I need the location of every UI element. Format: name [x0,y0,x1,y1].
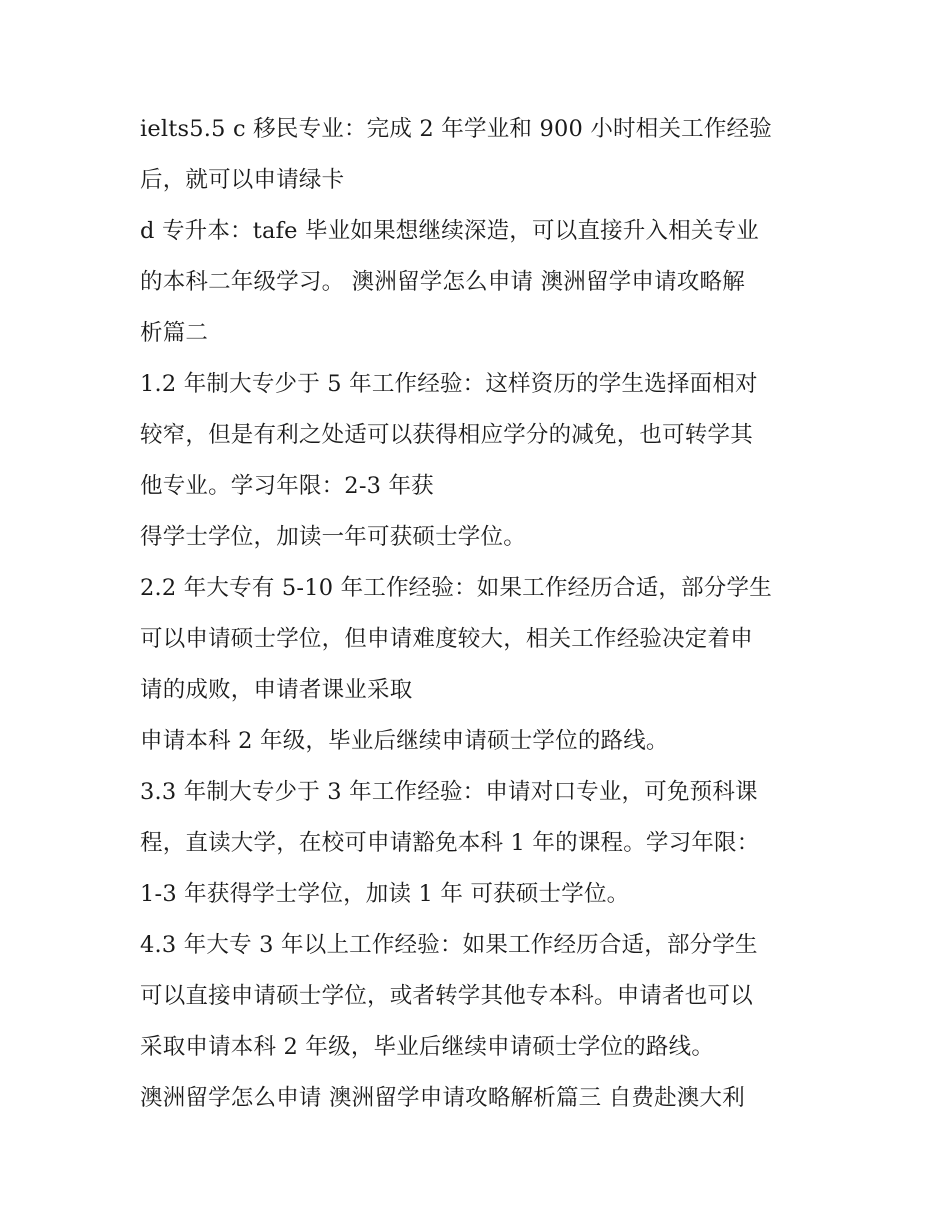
text-line: 4.3 年大专 3 年以上工作经验：如果工作经历合适，部分学生 [140,932,758,958]
text-line: 较窄，但是有利之处适可以获得相应学分的减免，也可转学其 [140,422,753,448]
text-line: ielts5.5 c 移民专业：完成 2 年学业和 900 小时相关工作经验 [140,116,772,142]
text-line: 他专业。学习年限：2-3 年获 [140,473,434,499]
text-line: 请的成败，申请者课业采取 [140,677,413,703]
document-body [140,104,820,1124]
text-line: 1.2 年制大专少于 5 年工作经验：这样资历的学生选择面相对 [140,371,758,397]
text-line: 可以申请硕士学位，但申请难度较大，相关工作经验决定着申 [140,626,753,652]
text-line: 可以直接申请硕士学位，或者转学其他专本科。申请者也可以 [140,983,753,1009]
text-line: 后，就可以申请绿卡 [140,167,345,193]
text-line: 得学士学位，加读一年可获硕士学位。 [140,524,526,550]
text-line: 析篇二 [140,320,209,346]
text-line: 2.2 年大专有 5-10 年工作经验：如果工作经历合适，部分学生 [140,575,772,601]
text-line: 采取申请本科 2 年级，毕业后继续申请硕士学位的路线。 [140,1034,715,1060]
text-line: 澳洲留学怎么申请 澳洲留学申请攻略解析篇三 自费赴澳大利 [140,1085,745,1111]
text-line: 的本科二年级学习。 澳洲留学怎么申请 澳洲留学申请攻略解 [140,269,745,295]
text-line: 程，直读大学，在校可申请豁免本科 1 年的课程。学习年限： [140,830,760,856]
text-line: d 专升本：tafe 毕业如果想继续深造，可以直接升入相关专业 [140,218,760,244]
text-line: 3.3 年制大专少于 3 年工作经验：申请对口专业，可免预科课 [140,779,758,805]
text-line: 申请本科 2 年级，毕业后继续申请硕士学位的路线。 [140,728,669,754]
text-line: 1-3 年获得学士学位，加读 1 年 可获硕士学位。 [140,881,630,907]
